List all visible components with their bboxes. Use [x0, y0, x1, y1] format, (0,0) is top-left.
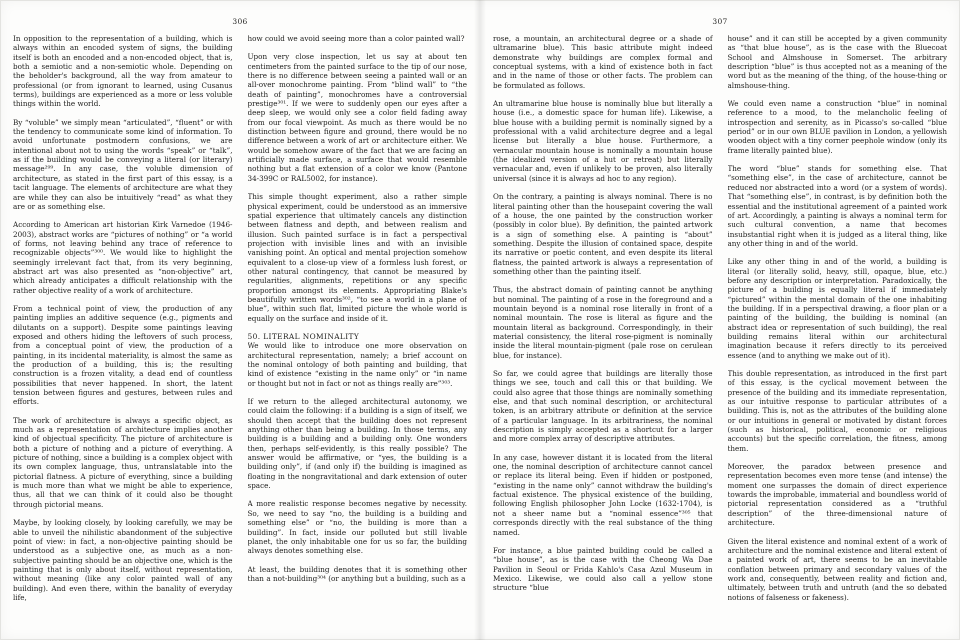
paragraph: Given the literal existence and nominal extent of a work of architecture and the nominal existence and literal extent of a painted work of art, there seems to be an inevitable conflation between primary and secondary values of the work and, consequently, between reality and fiction and, ultimately, between truth and untruth (and the so debated notions of falseness or fakeness). — [727, 536, 947, 602]
paragraph: Upon very close inspection, let us say at about ten centimeters from the painted surface to the tip of our nose, there is no difference between seeing a painted wall or an all-over monochrome painting. From “blind wall” to “the death of painting”, monochromes have a controversial prestige³⁰¹. If we were to suddenly open our eyes after a deep sleep, we would only see a color field fading away from our focal viewpoint. As much as there would be no distinction between figure and ground, there would be no difference between a work of art or architecture either. We would be somehow aware of the fact that we are facing an artificially made surface, a surface that would resemble nothing but a flat extension of a color we know (Pantone 34-399C or RAL5002, for instance). — [247, 52, 467, 183]
paragraph: The word “blue” stands for something else. That “something else”, in the case of architecture, cannot be reduced nor abstracted into a word (or a system of words). That “something else”, in contrast, is by definition both the essential and the institutional agreement of a painted work of art. Accordingly, a painting is always a nominal term for such cultural convention, a name that becomes insubstantial right when it is judged as a literal thing, like any other thing in and of the world. — [727, 164, 947, 248]
paragraph: The work of architecture is always a specific object, as much as a representation of architecture implies another kind of objectual specificity. The picture of architecture is both a picture of nothing and a picture of everything. A picture of nothing, since a building is a complex object with its own complex language, thus, untranslatable into the pictorial flatness. A picture of everything, since a building is much more than what we might be able to experience, thus, all that we can think of it could also be thought through pictorial means. — [13, 415, 233, 509]
page-307-columns — [493, 34, 947, 634]
text-column — [13, 34, 233, 634]
paragraph: At least, the building denotes that it is something other than a not-building³⁰⁴ (or anything but a building, such as a — [247, 564, 467, 583]
paragraph: Maybe, by looking closely, by looking carefully, we may be able to unveil the nihilistic abandonment of the subjective point of view: in fact, a non-objective painting should be understood as a subjective one, as much as a non-subjective painting should be an objective one, which is the painting that is only about itself, without representation, without meaning (like any color painted wall of any building). And even there, within the banality of everyday life, — [13, 518, 233, 602]
paragraph: This simple thought experiment, also a rather simple physical experiment, could be understood as an immersive spatial experience that ultimately cancels any distinction between flatness and depth, and between realism and illusion. Such painted surface is in fact a perspectival projection with invisible lines and with an invisible vanishing point. An optical and mental projection somehow equivalent to a close-up view of a formless lush forest, or other natural contingency, that cannot be measured by regularities, alignments, repetitions or any specific proportion amongst its elements. Appropriating Blake's beautifully written words³⁰², “to see a world in a plane of blue”, within such flat, limited picture the whole world is equally on the surface and inside of it. — [247, 192, 467, 323]
page-307 — [480, 0, 960, 640]
paragraph: This double representation, as introduced in the first part of this essay, is the cyclical movement between the presence of the building and its immediate representation, as our intuitive response to particular attributes of a building. This is, not as the attributes of the building alone or our intuitions in general or motivated by distant forces (such as historical, political, economic or religious accounts) but the specific correlation, the fitness, among them. — [727, 369, 947, 453]
paragraph: how could we avoid seeing more than a color painted wall? — [247, 34, 465, 43]
paragraph: For instance, a blue painted building could be called a “blue house”, as is the case with the Cheong Wa Dae Pavilion in Seoul or Frida Kahlo's Casa Azul Museum in Mexico. Likewise, we could also call a yellow stone structure “blue — [493, 545, 713, 593]
page-number: 306 — [232, 17, 248, 26]
paragraph: In opposition to the representation of a building, which is always within an encoded system of signs, the building itself is both an encoded and a non-encoded object, that is, both a semiotic and a non-semiotic whole. Depending on the beholder's background, all the way from amateur to professional (or from ignorant to learned, using Cusanus terms), buildings are experienced as a more or less voluble things within the world. — [13, 34, 233, 109]
text-column — [728, 34, 948, 634]
text-column — [493, 34, 713, 634]
page-number: 307 — [712, 17, 728, 26]
paragraph: rose, a mountain, an architectural degree or a shade of ultramarine blue). This basic attribute might indeed demonstrate why buildings are complex formal and conceptual systems, with a kind of existence both in fact and in the name of those or other facts. The problem can be formulated as follows. — [493, 34, 713, 90]
paragraph: A more realistic response becomes negative by necessity. So, we need to say “no, the building is a building and something else” or “no, the building is more than a building”. In fact, inside our polluted but still livable planet, the only inhabitable one for us so far, the building always denotes something else. — [247, 499, 467, 556]
paragraph: We would like to introduce one more observation on architectural representation, namely; a brief account on the nominal ontology of both painting and building, that kind of existence “existing in the name only” or “in name or thought but not in fact or not as things really are”³⁰³. — [247, 341, 467, 388]
paragraph: So far, we could agree that buildings are literally those things we see, touch and call this or that building. We could also agree that those things are nominally something else, and that such nominal description, or architectural token, is an arbitrary attribute or definition at the service of a particular language. In its arbitrariness, the nominal description is simply accepted as a shortcut for a larger and more complex array of descriptive attributes. — [493, 369, 713, 444]
paragraph: Thus, the abstract domain of painting cannot be anything but nominal. The painting of a rose in the foreground and a mountain beyond is a nominal rose literally in front of a nominal mountain. The rose is literal as figure and the mountain literal as background. Correspondingly, in their material consistency, the literal rose-pigment is nominally inside the literal mountain-pigment (pale rose on cerulean blue, for instance). — [493, 285, 713, 360]
paragraph: According to American art historian Kirk Varnedoe (1946-2003), abstract works are “pictures of nothing” or “a world of forms, not leaving behind any trace of reference to recognizable objects”³⁰⁰. We would like to highlight the seemingly irrelevant fact that, from its very beginning, abstract art was also presented as “non-objective” art, which already anticipates a difficult relationship with the rather objective reality of a work of architecture. — [13, 220, 233, 295]
page-306-columns — [13, 34, 467, 634]
paragraph: In any case, however distant it is located from the literal one, the nominal description of architecture cannot cancel or replace its literal being. Even if hidden or postponed, “existing in the name only” cannot withdraw the building's factual existence. The physical existence of the building, following English philosopher John Locke (1632-1704), is not a sheer name but a “nominal essence”³⁰⁵ that corresponds directly with the real substance of the thing named. — [493, 452, 713, 537]
paragraph: We could even name a construction “blue” in nominal reference to a mood, to the melancholic feeling of introspection and serenity, as in Picasso's so-called “blue period” or in our own BLUE pavilion in London, a yellowish wooden object with a tiny corner peephole window (only its frame literally painted blue). — [727, 99, 947, 155]
paragraph: On the contrary, a painting is always nominal. There is no literal painting other than the housepaint covering the wall of a house, the one painted by the construction worker (possibly in color blue). By definition, the painted artwork is a sign of something else. A painting is “about” something. Despite the illusion of contained space, despite its narrative or poetic content, and even despite its literal flatness, the painted artwork is always a representation of something other than the painting itself. — [493, 192, 713, 276]
text-column — [248, 34, 468, 634]
paragraph: By “voluble” we simply mean “articulated”, “fluent” or with the tendency to communicate some kind of information. To avoid unfortunate postmodern confusions, we are intentional about not to using the words “speak” or “talk”, as if the building would be conveying a literal (or literary) message²⁹⁹. In any case, the voluble dimension of architecture, as stated in the first part of this essay, is a tacit language. The elements of architecture are what they are while they can also be intuitively “read” as what they are or as something else. — [13, 117, 233, 211]
paragraph: Like any other thing in and of the world, a building is literal (or literally solid, heavy, still, opaque, blue, etc.) before any description or interpretation. Paradoxically, the picture of a building is equally literal if immediately “pictured” within the mental domain of the one inhabiting the building. If in a perspectival drawing, a floor plan or a painting of the building, the building is nominal (an abstract idea or representation of such building), the real building remains literal within our architectural imagination because it refers directly to its perceived essence (and to anything we make out of it). — [727, 257, 947, 360]
paragraph: An ultramarine blue house is nominally blue but literally a house (i.e., a domestic space for human life). Likewise, a blue house with a building permit is nominally signed by a professional with a valid architecture degree and a legal license but literally a blue house. Furthermore, a vernacular mountain house is nominally a mountain house (the idealized version of a hut or retreat) but literally vernacular and, even if unlikely to be proven, also literally universal (since it is always ad hoc to any region). — [493, 99, 713, 183]
paragraph: From a technical point of view, the production of any painting implies an additive sequence (e.g., pigments and dilutants on a support). Despite some paintings leaving exposed and others hiding the leftovers of such process, from a conceptual point of view, the production of a painting, in its incidental materiality, is almost the same as the production of a building, this is; the resulting construction is a frozen vitality, a dead end of countless possibilities that never happened. In short, the latent tension between figures and gestures, between rules and efforts. — [13, 303, 233, 407]
paragraph: If we return to the alleged architectural autonomy, we could claim the following: if a building is a sign of itself, we should then accept that the building does not represent anything other than being a building. In those terms, any building is a building and a building only. One wonders then, perhaps self-evidently, is this really possible? The answer would be affirmative, or “yes, the building is a building only”, if (and only if) the building is imagined as floating in the nongravitational and dark extension of outer space. — [247, 397, 467, 491]
section-heading: 50. LITERAL NOMINALITY — [247, 331, 360, 341]
paragraph: house” and it can still be accepted by a given community as “that blue house”, as is the case with the Bluecoat School and Almshouse in Somerset. The arbitrary description “blue” is thus accepted not as a meaning of the word but as the meaning of the thing, of the house-thing or almshouse-thing. — [727, 34, 947, 90]
paragraph: Moreover, the paradox between presence and representation becomes even more tense (and intense) the moment one surpasses the domain of direct experience towards the improbable, immaterial and boundless world of pictorial representation considered as a “truthful description” of the three-dimensional nature of architecture. — [727, 462, 947, 528]
